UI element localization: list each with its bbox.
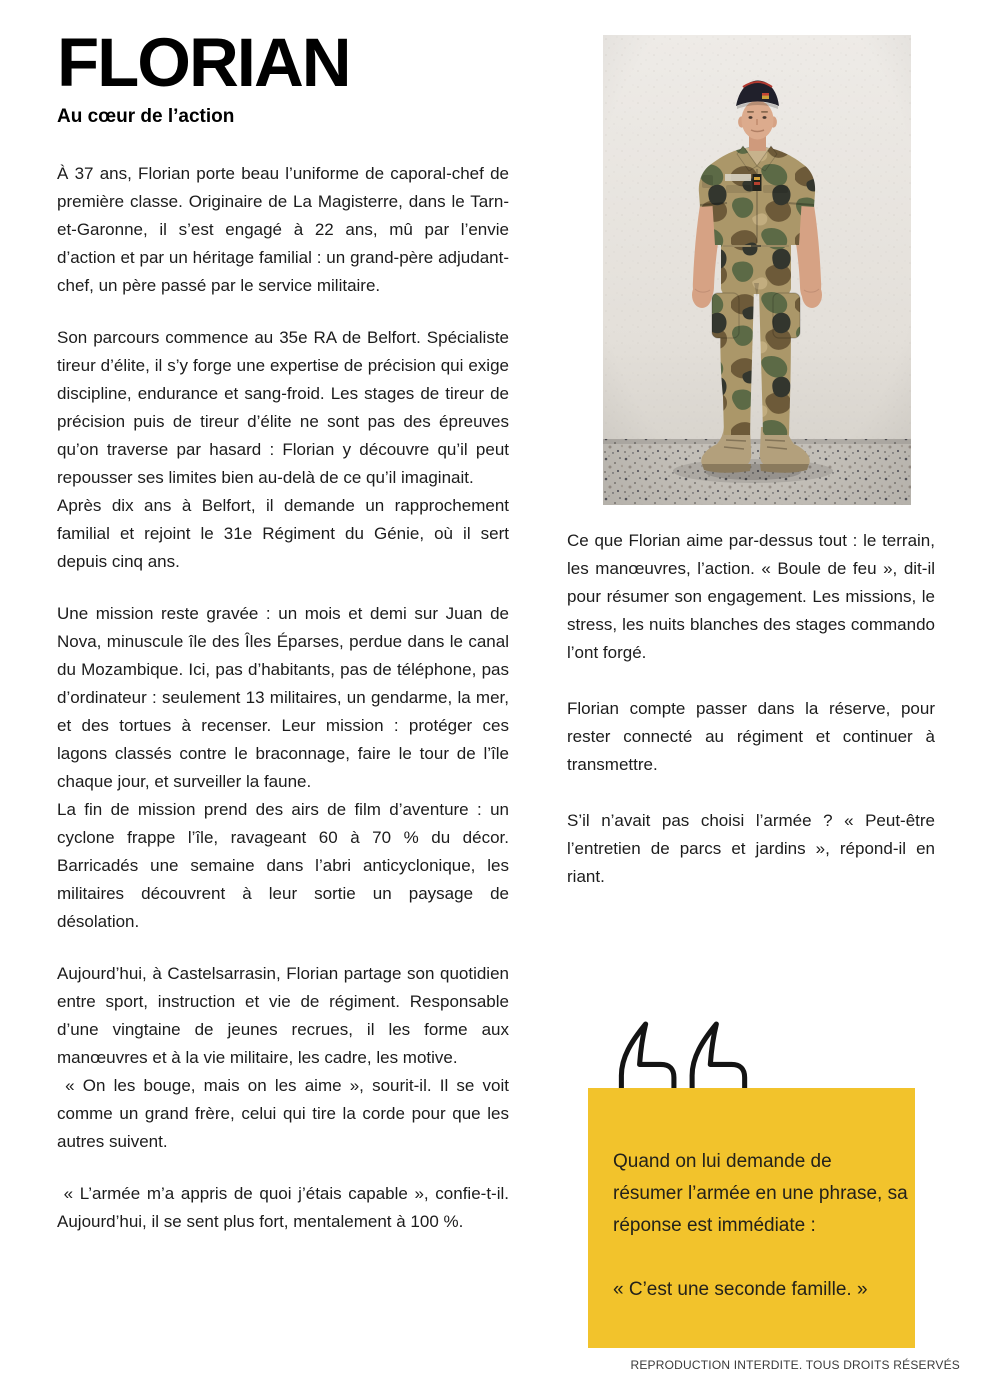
quote-text: « C’est une seconde famille. » [613, 1279, 868, 1300]
paragraph: Une mission reste gravée : un mois et demi sur Juan de Nova, minuscule île des Îles Éparses, perdue dans le canal du Mozambique. Ici, pas d’habitants, pas de téléphone, pas d’ordinateur : seulement 13 militaires, un gendarme, la mer, et des tortues à recenser. Leur mission : protéger ces lagons classés contre le braconnage, faire le tour de l’île chaque jour, et surveiller la faune. [57, 604, 509, 791]
quote-intro-line: Quand on lui demande de [613, 1151, 832, 1172]
paragraph: « L’armée m’a appris de quoi j’étais capable », confie-t-il. Aujourd’hui, il se sent plus fort, mentalement à 100 %. [57, 1184, 509, 1231]
paragraph: À 37 ans, Florian porte beau l’uniforme de caporal-chef de première classe. Originaire de La Magisterre, dans le Tarn-et-Garonne, il s’est engagé à 22 ans, mû par l’envie d’action et par un héritage familial : un grand-père adjudant-chef, un père passé par le service militaire. [57, 164, 509, 295]
copyright-notice: REPRODUCTION INTERDITE. TOUS DROITS RÉSERVÉS [630, 1358, 960, 1372]
paragraph-block [57, 600, 509, 936]
masthead [57, 24, 350, 128]
page-title: FLORIAN [57, 24, 350, 101]
paragraph-block [57, 160, 509, 300]
article-right-column [567, 527, 935, 919]
quote-intro-line: réponse est immédiate : [613, 1215, 816, 1236]
paragraph-block [57, 324, 509, 576]
paragraph: Florian compte passer dans la réserve, pour rester connecté au régiment et continuer à transmettre. [567, 699, 935, 774]
page-subtitle: Au cœur de l’action [57, 106, 235, 127]
paragraph: Après dix ans à Belfort, il demande un rapprochement familial et rejoint le 31e Régiment du Génie, où il sert depuis cinq ans. [57, 496, 509, 571]
paragraph: Ce que Florian aime par-dessus tout : le terrain, les manœuvres, l’action. « Boule de feu », dit-il pour résumer son engagement. Les missions, le stress, les nuits blanches des stages commando l’ont forgé. [567, 531, 935, 662]
paragraph: S’il n’avait pas choisi l’armée ? « Peut-être l’entretien de parcs et jardins », répond-il en riant. [567, 811, 935, 886]
quote-intro-line: résumer l’armée en une phrase, sa [613, 1183, 908, 1204]
paragraph-block [57, 1180, 509, 1236]
paragraph-block [57, 960, 509, 1156]
quote-box [588, 1088, 915, 1348]
article-left-column [57, 160, 509, 1260]
paragraph: La fin de mission prend des airs de film d’aventure : un cyclone frappe l’île, ravageant 60 à 70 % du décor. Barricadés une semaine dans l’abri anticyclonique, les militaires découvrent à leur sortie un paysage de désolation. [57, 800, 509, 931]
soldier-illustration [603, 35, 911, 505]
soldier-portrait-photo [603, 35, 911, 505]
paragraph: Son parcours commence au 35e RA de Belfort. Spécialiste tireur d’élite, il s’y forge une expertise de précision qui exige discipline, endurance et sang-froid. Les stages de tireur de précision puis de tireur d’élite ne sont pas des épreuves qu’on traverse par hasard : Florian y découvre qu’il peut repousser ses limites bien au-delà de ce qu’il imaginait. [57, 328, 509, 487]
paragraph: Aujourd’hui, à Castelsarrasin, Florian partage son quotidien entre sport, instruction et vie de régiment. Responsable d’une vingtaine de jeunes recrues, il les forme aux manœuvres et à la vie militaire, les cadre, les motive. [57, 964, 509, 1067]
paragraph: « On les bouge, mais on les aime », sourit-il. Il se voit comme un grand frère, celui qui tire la corde pour que les autres suivent. [57, 1076, 509, 1151]
